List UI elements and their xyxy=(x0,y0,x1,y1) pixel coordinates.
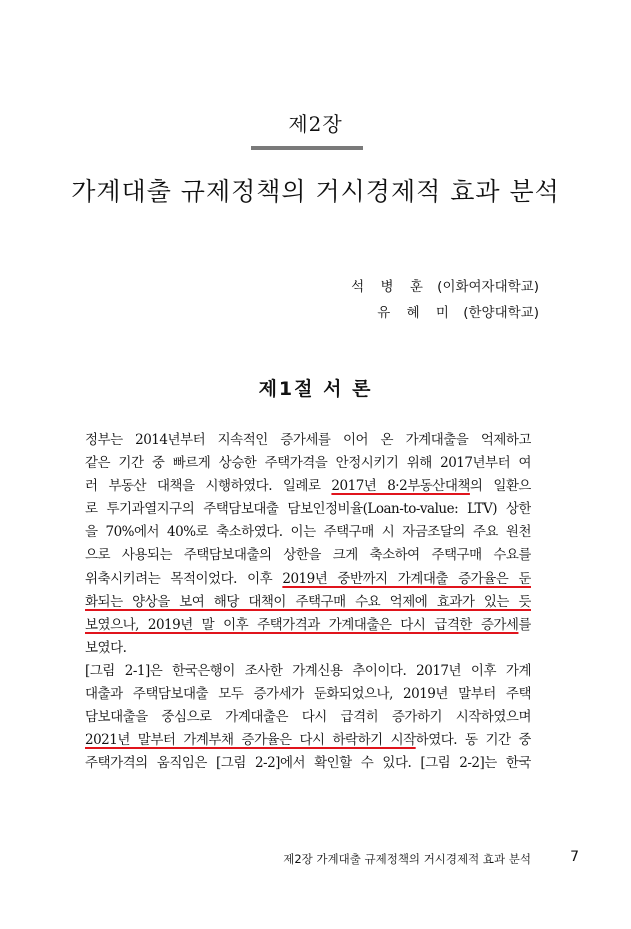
text-line xyxy=(85,544,531,567)
author-block xyxy=(351,274,539,326)
text-line xyxy=(85,521,531,544)
text-run: 을 70%에서 40%로 축소하였다. 이는 주택구매 시 자금조달의 주요 원천 xyxy=(85,524,531,541)
text-line xyxy=(85,752,531,775)
text-run: 보였다. xyxy=(85,639,127,656)
author-line xyxy=(351,274,539,300)
section-title: 제1절 서 론 xyxy=(258,378,373,400)
text-run: 으로 사용되는 주택담보대출의 상한을 크게 축소하여 주택구매 수요를 xyxy=(85,547,531,564)
author-name: 유 혜 미 xyxy=(377,305,455,321)
text-run: 를 xyxy=(518,616,531,633)
text-run: 대출과 주택담보대출 모두 증가세가 둔화되었으나, 2019년 말부터 주택 xyxy=(85,686,531,703)
author-affiliation: (한양대학교) xyxy=(463,305,539,321)
paragraph-1 xyxy=(85,429,531,660)
text-line xyxy=(85,614,531,637)
text-line xyxy=(85,452,531,475)
text-line xyxy=(85,429,531,452)
underlined-text: 화되는 양상을 보여 해당 대책이 주택구매 수요 억제에 효과가 있는 듯 xyxy=(85,593,531,610)
author-name: 석 병 훈 xyxy=(351,279,429,295)
body-text xyxy=(85,429,531,775)
text-run: [그림 2-1]은 한국은행이 조사한 가계신용 추이이다. 2017년 이후 가계 xyxy=(85,662,531,679)
text-line xyxy=(85,706,531,729)
text-run: 의 일환으 xyxy=(469,478,531,495)
text-run: 로 투기과열지구의 주택담보대출 담보인정비율(Loan-to-value: LTV) 상한 xyxy=(85,501,531,518)
chapter-label: 제2장 xyxy=(288,112,343,136)
text-line xyxy=(85,591,531,614)
text-run: 주택가격의 움직임은 [그림 2-2]에서 확인할 수 있다. [그림 2-2]는 한국 xyxy=(85,755,531,772)
text-line xyxy=(85,729,531,752)
text-line xyxy=(85,660,531,683)
underlined-text: 2017년 8·2부동산대책 xyxy=(331,478,470,495)
text-run: 정부는 2014년부터 지속적인 증가세를 이어 온 가계대출을 억제하고 xyxy=(85,432,531,448)
text-run: 러 부동산 대책을 시행하였다. 일례로 xyxy=(85,478,332,495)
text-line xyxy=(85,475,531,498)
page-number: 7 xyxy=(570,849,579,865)
running-title: 제2장 가계대출 규제정책의 거시경제적 효과 분석 xyxy=(283,852,531,866)
text-run: 같은 기간 중 빠르게 상승한 주택가격을 안정시키기 위해 2017년부터 여 xyxy=(85,455,531,472)
text-line xyxy=(85,637,531,660)
text-line xyxy=(85,498,531,521)
underlined-text: 2019년 중반까지 가계대출 증가율은 둔 xyxy=(282,570,531,587)
text-run: 담보대출을 중심으로 가계대출은 다시 급격히 증가하기 시작하였으며 xyxy=(85,709,531,726)
text-run: 하였다. 동 기간 중 xyxy=(415,732,531,749)
paragraph-2 xyxy=(85,660,531,775)
text-line xyxy=(85,683,531,706)
author-line xyxy=(351,300,539,326)
underlined-text: 보였으나, 2019년 말 이후 주택가격과 가계대출은 다시 급격한 증가세 xyxy=(85,616,519,633)
author-affiliation: (이화여자대학교) xyxy=(437,279,539,295)
underlined-text: 2021년 말부터 가계부채 증가율은 다시 하락하기 시작 xyxy=(85,732,416,749)
text-line xyxy=(85,568,531,591)
text-run: 위축시키려는 목적이었다. 이후 xyxy=(85,570,283,587)
chapter-divider xyxy=(251,146,363,150)
chapter-title: 가계대출 규제정책의 거시경제적 효과 분석 xyxy=(71,177,560,206)
